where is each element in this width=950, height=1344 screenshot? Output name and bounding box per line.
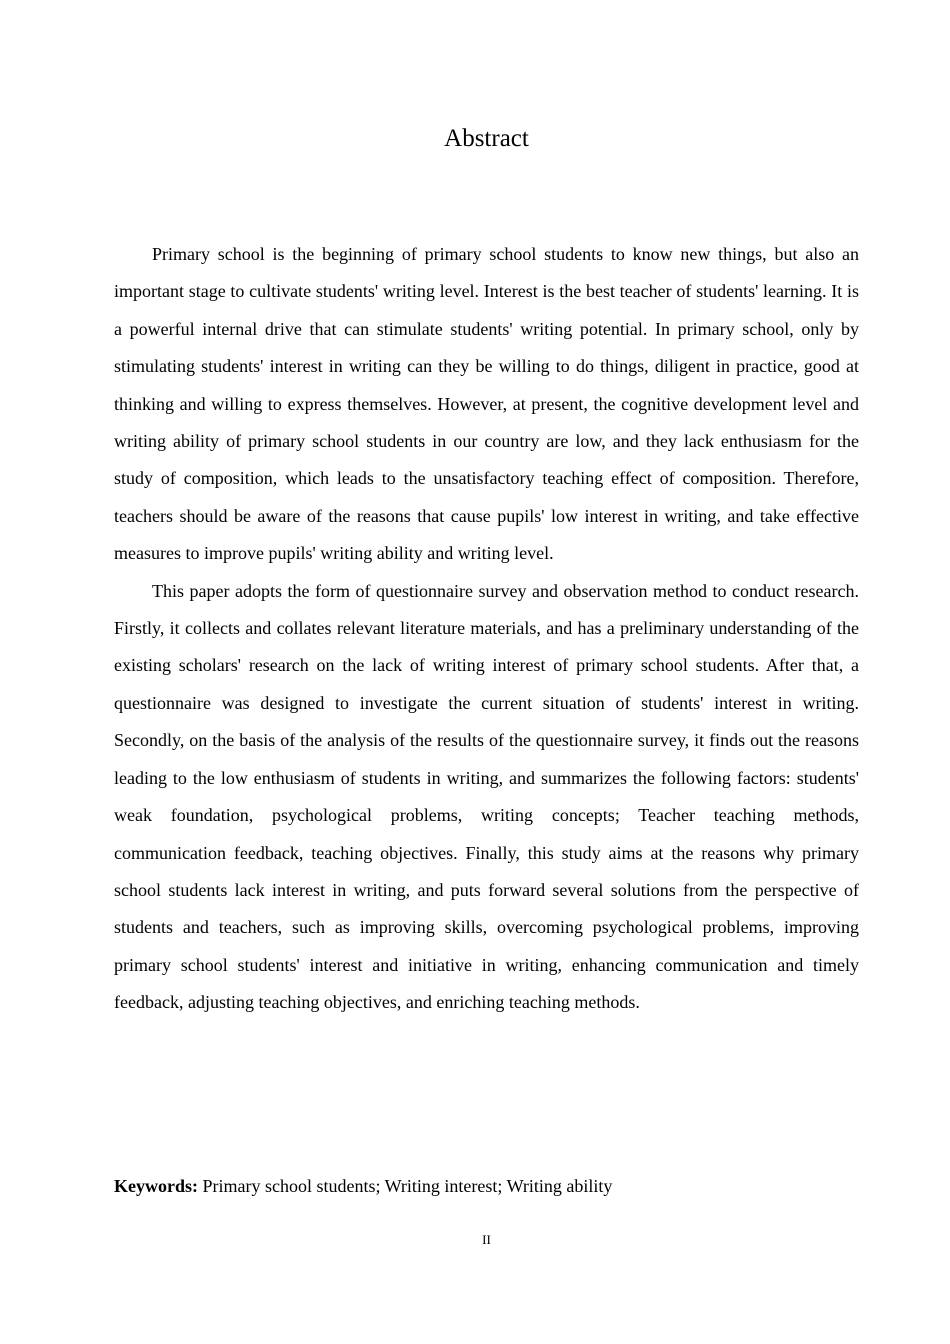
- page-number: II: [482, 1232, 491, 1247]
- keywords-line: [114, 1172, 859, 1200]
- abstract-body: [114, 236, 859, 1022]
- abstract-paragraph-2: This paper adopts the form of questionnaire survey and observation method to conduct research. Firstly, it collects and collates relevant literature materials, and has a preliminary understanding of the existing scholars' research on the lack of writing interest of primary school students. After that, a questionnaire was designed to investigate the current situation of students' interest in writing. Secondly, on the basis of the analysis of the results of the questionnaire survey, it finds out the reasons leading to the low enthusiasm of students in writing, and summarizes the following factors: students' weak foundation, psychological problems, writing concepts; Teacher teaching methods, communication feedback, teaching objectives. Finally, this study aims at the reasons why primary school students lack interest in writing, and puts forward several solutions from the perspective of students and teachers, such as improving skills, overcoming psychological problems, improving primary school students' interest and initiative in writing, enhancing communication and timely feedback, adjusting teaching objectives, and enriching teaching methods.: [114, 580, 859, 1013]
- keywords-text: Primary school students; Writing interest; Writing ability: [202, 1176, 613, 1196]
- keywords-label: Keywords:: [114, 1176, 198, 1196]
- abstract-paragraph-1: Primary school is the beginning of primary school students to know new things, but also an important stage to cultivate students' writing level. Interest is the best teacher of students' learning. It is a powerful internal drive that can stimulate students' writing potential. In primary school, only by stimulating students' interest in writing can they be willing to do things, diligent in practice, good at thinking and willing to express themselves. However, at present, the cognitive development level and writing ability of primary school students in our country are low, and they lack enthusiasm for the study of composition, which leads to the unsatisfactory teaching effect of composition. Therefore, teachers should be aware of the reasons that cause pupils' low interest in writing, and take effective measures to improve pupils' writing ability and writing level.: [114, 244, 859, 564]
- page-title: Abstract: [444, 125, 529, 152]
